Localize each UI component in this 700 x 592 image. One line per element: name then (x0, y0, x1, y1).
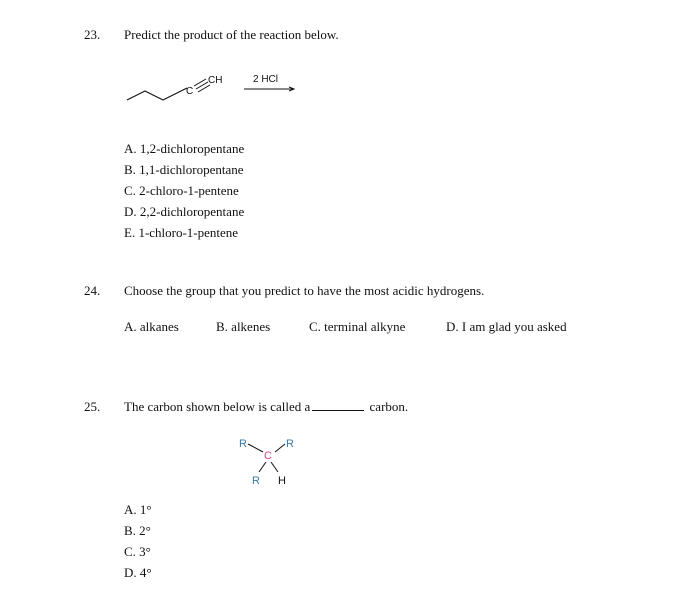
r-group-upper-right: R (286, 438, 294, 450)
q25-choice-b[interactable]: B. 2° (124, 523, 151, 538)
r-group-lower: R (252, 475, 260, 487)
reagent-label: 2 HCl (253, 74, 279, 85)
center-carbon-label: C (264, 450, 272, 462)
q25-choices (124, 499, 152, 583)
q23-choice-a[interactable]: A. 1,2-dichloropentane (124, 141, 245, 156)
alkyne-carbon-label: C (186, 86, 194, 97)
q23-choice-c[interactable]: C. 2-chloro-1-pentene (124, 183, 239, 198)
q24-choice-b[interactable]: B. alkenes (216, 319, 271, 334)
q25-prompt-before: The carbon shown below is called a (124, 399, 311, 414)
q24-choice-a[interactable]: A. alkanes (124, 319, 179, 334)
terminal-ch-label: CH (208, 75, 223, 86)
q24-choice-d[interactable]: D. I am glad you asked (446, 319, 567, 334)
q23-reaction-diagram (120, 64, 310, 109)
q23-choice-d[interactable]: D. 2,2-dichloropentane (124, 204, 245, 219)
r-group-upper-left: R (239, 438, 247, 450)
q25-choice-d[interactable]: D. 4° (124, 565, 152, 580)
q25-number: 25. (84, 399, 101, 414)
q23-number: 23. (84, 27, 101, 42)
q23-choice-b[interactable]: B. 1,1-dichloropentane (124, 162, 244, 177)
propyl-chain (127, 91, 181, 100)
q25-carbon-structure (236, 432, 306, 492)
q25-choice-a[interactable]: A. 1° (124, 502, 152, 517)
q25-prompt-after: carbon. (369, 399, 409, 414)
q23-prompt: Predict the product of the reaction below. (124, 27, 339, 42)
q24-number: 24. (84, 283, 101, 298)
bond-upper-right (275, 444, 285, 452)
q25-answer-blank (312, 400, 364, 411)
q25-prompt (124, 399, 408, 415)
q24-choice-c[interactable]: C. terminal alkyne (309, 319, 406, 334)
q23-choices (124, 138, 244, 243)
bond-upper-left (248, 444, 263, 452)
bond-lower-left (259, 462, 266, 472)
hydrogen-label: H (278, 475, 286, 487)
q24-prompt: Choose the group that you predict to have the most acidic hydrogens. (124, 283, 485, 298)
q25-choice-c[interactable]: C. 3° (124, 544, 151, 559)
bond-lower-right (271, 462, 278, 472)
q23-choice-e[interactable]: E. 1-chloro-1-pentene (124, 225, 239, 240)
